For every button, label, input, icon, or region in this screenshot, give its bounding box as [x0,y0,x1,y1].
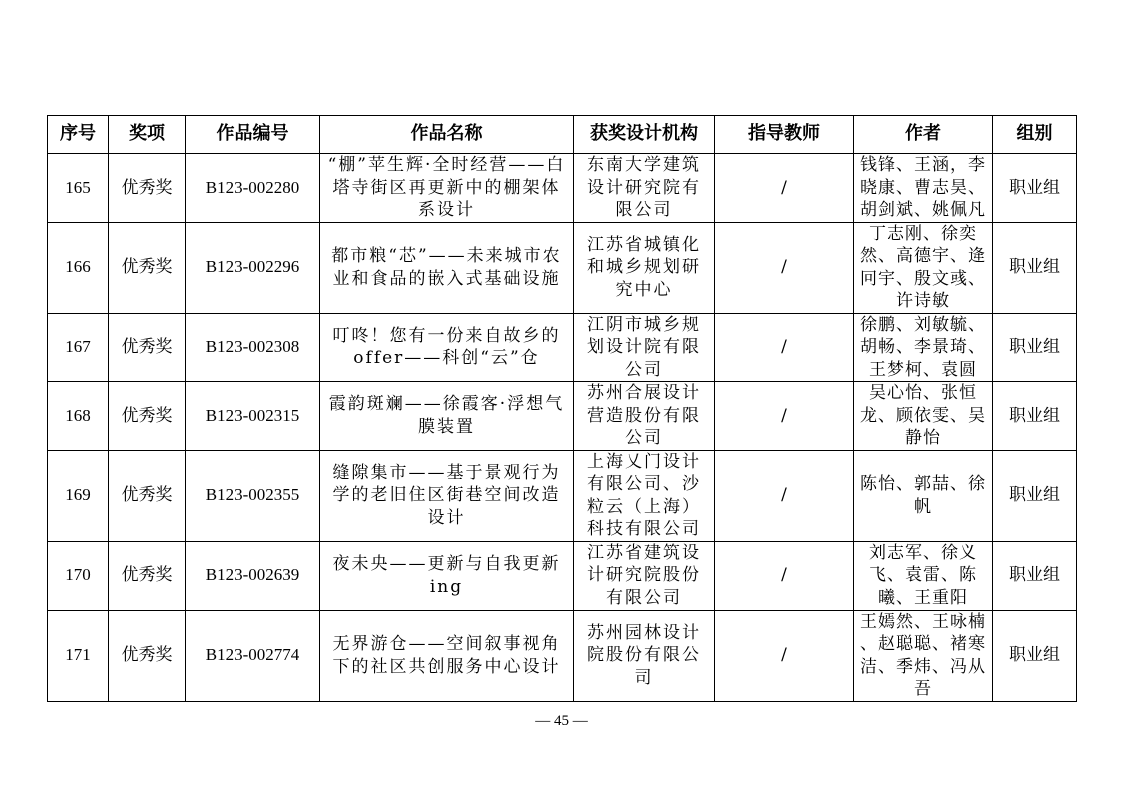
row-code: B123-002280 [186,154,320,223]
row-authors: 徐鹏、刘敏毓、胡畅、李景琦、王梦柯、袁圆 [854,313,993,382]
row-institution: 江苏省城镇化和城乡规划研究中心 [574,222,715,313]
row-award: 优秀奖 [109,541,186,610]
row-teacher: / [715,541,854,610]
table-row [48,382,1077,451]
row-code: B123-002315 [186,382,320,451]
row-code: B123-002296 [186,222,320,313]
row-institution: 苏州合展设计营造股份有限公司 [574,382,715,451]
table-row [48,313,1077,382]
row-award: 优秀奖 [109,610,186,701]
header-code: 作品编号 [186,116,320,154]
row-no: 165 [48,154,109,223]
row-name: 都市粮“芯”——未来城市农业和食品的嵌入式基础设施 [320,222,574,313]
table-row [48,222,1077,313]
row-award: 优秀奖 [109,313,186,382]
row-teacher: / [715,154,854,223]
header-name: 作品名称 [320,116,574,154]
row-institution: 江阴市城乡规划设计院有限公司 [574,313,715,382]
row-group: 职业组 [993,450,1077,541]
header-award: 奖项 [109,116,186,154]
row-authors: 陈怡、郭喆、徐帆 [854,450,993,541]
row-award: 优秀奖 [109,382,186,451]
table-row [48,541,1077,610]
page-number: — 45 — [535,713,588,729]
row-award: 优秀奖 [109,222,186,313]
row-no: 168 [48,382,109,451]
header-group: 组别 [993,116,1077,154]
row-group: 职业组 [993,222,1077,313]
row-authors: 丁志刚、徐奕然、高德宇、逄冋宇、殷文彧、许诗敏 [854,222,993,313]
row-authors: 吴心怡、张恒龙、顾依雯、吴静怡 [854,382,993,451]
row-name: 无界游仓——空间叙事视角下的社区共创服务中心设计 [320,610,574,701]
row-authors: 王嫣然、王咏楠 、赵聪聪、褚寒洁、季炜、冯从吾 [854,610,993,701]
row-code: B123-002355 [186,450,320,541]
table-row [48,154,1077,223]
row-institution: 上海乂门设计有限公司、沙粒云（上海）科技有限公司 [574,450,715,541]
header-institution: 获奖设计机构 [574,116,715,154]
row-institution: 苏州园林设计院股份有限公司 [574,610,715,701]
row-authors: 刘志军、徐义飞、袁雷、陈曦、王重阳 [854,541,993,610]
row-group: 职业组 [993,154,1077,223]
row-group: 职业组 [993,541,1077,610]
award-table [47,115,1077,702]
row-name: 叮咚！您有一份来自故乡的offer——科创“云”仓 [320,313,574,382]
row-teacher: / [715,382,854,451]
table-row [48,450,1077,541]
row-institution: 东南大学建筑设计研究院有限公司 [574,154,715,223]
row-name: 缝隙集市——基于景观行为学的老旧住区街巷空间改造设计 [320,450,574,541]
header-row [48,116,1077,154]
row-group: 职业组 [993,610,1077,701]
row-teacher: / [715,313,854,382]
row-authors: 钱锋、王涵，李晓康、曹志昊、胡剑斌、姚佩凡 [854,154,993,223]
row-no: 169 [48,450,109,541]
row-teacher: / [715,222,854,313]
row-no: 170 [48,541,109,610]
row-no: 167 [48,313,109,382]
header-authors: 作者 [854,116,993,154]
row-award: 优秀奖 [109,154,186,223]
header-teacher: 指导教师 [715,116,854,154]
table-row [48,610,1077,701]
row-name: “棚”苹生辉·全时经营——白塔寺街区再更新中的棚架体系设计 [320,154,574,223]
row-code: B123-002774 [186,610,320,701]
row-teacher: / [715,610,854,701]
row-no: 171 [48,610,109,701]
row-code: B123-002639 [186,541,320,610]
row-teacher: / [715,450,854,541]
row-group: 职业组 [993,313,1077,382]
header-no: 序号 [48,116,109,154]
row-name: 夜未央——更新与自我更新ing [320,541,574,610]
row-institution: 江苏省建筑设计研究院股份有限公司 [574,541,715,610]
row-name: 霞韵斑斓——徐霞客·浮想气膜装置 [320,382,574,451]
row-group: 职业组 [993,382,1077,451]
row-award: 优秀奖 [109,450,186,541]
row-code: B123-002308 [186,313,320,382]
row-no: 166 [48,222,109,313]
